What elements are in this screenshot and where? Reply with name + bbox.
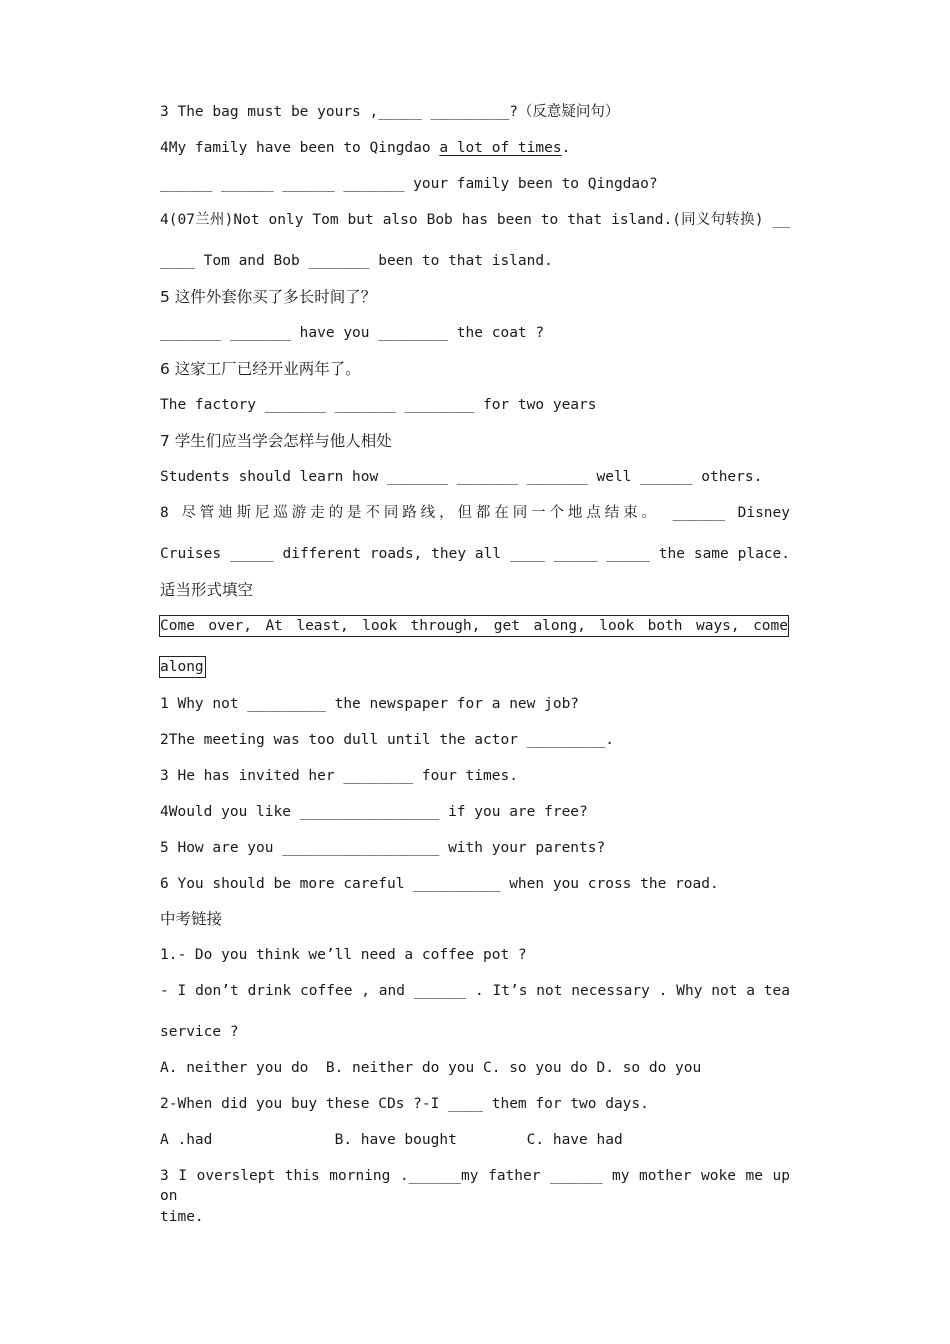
question-4a-underlined: a lot of times <box>439 140 562 156</box>
phrase-box-line2: along <box>159 656 206 678</box>
exam-question-1-line2: - I don’t drink coffee , and ______ . It’s not necessary . Why not a tea <box>160 983 790 999</box>
question-5-chinese: 5 这件外套你买了多长时间了？ <box>160 288 377 306</box>
fill-question-4: 4Would you like ________________ if you are free? <box>160 804 588 820</box>
exam-question-1-line3: service ? <box>160 1024 239 1040</box>
question-8-line2: Cruises _____ different roads, they all ____ _____ _____ the same place. <box>160 546 790 562</box>
fill-question-6: 6 You should be more careful __________ when you cross the road. <box>160 876 719 892</box>
question-4a <box>160 138 570 158</box>
exam-question-3-line1: 3 I overslept this morning .______my father ______ my mother woke me up on <box>160 1168 790 1204</box>
question-4b-line1: 4(07兰州)Not only Tom but also Bob has been to that island.(同义句转换) __ <box>160 212 790 228</box>
section-heading-fill-in: 适当形式填空 <box>160 581 254 599</box>
question-5-english: _______ _______ have you ________ the coat ? <box>160 325 545 341</box>
question-4a-suffix: . <box>561 140 571 156</box>
exam-question-2: 2-When did you buy these CDs ?-I ____ them for two days. <box>160 1096 649 1112</box>
question-6-chinese: 6 这家工厂已经开业两年了。 <box>160 360 361 378</box>
exam-question-2-options: A .had B. have bought C. have had <box>160 1132 623 1148</box>
question-7-english: Students should learn how _______ _______ _______ well ______ others. <box>160 469 763 485</box>
question-4b-line2: ____ Tom and Bob _______ been to that island. <box>160 253 553 269</box>
question-8-line1: 8 尽管迪斯尼巡游走的是不同路线，但都在同一个地点结束。 ______ Disney <box>160 505 790 521</box>
question-4a-prefix: 4My family have been to Qingdao <box>160 140 440 156</box>
fill-question-2: 2The meeting was too dull until the actor _________. <box>160 732 614 748</box>
question-7-chinese: 7 学生们应当学会怎样与他人相处 <box>160 432 392 450</box>
exam-question-1-options: A. neither you do B. neither do you C. so you do D. so do you <box>160 1060 702 1076</box>
section-heading-exam-link: 中考链接 <box>160 910 223 928</box>
fill-question-3: 3 He has invited her ________ four times. <box>160 768 518 784</box>
fill-question-1: 1 Why not _________ the newspaper for a new job? <box>160 696 580 712</box>
question-6-english: The factory _______ _______ ________ for two years <box>160 397 597 413</box>
fill-question-5: 5 How are you __________________ with your parents? <box>160 840 606 856</box>
exam-question-1-line1: 1.- Do you think we’ll need a coffee pot ? <box>160 947 527 963</box>
question-4a-answer: ______ ______ ______ _______ your family been to Qingdao? <box>160 176 658 192</box>
exam-question-3-line2: time. <box>160 1209 204 1225</box>
phrase-box-line1: Come over, At least, look through, get along, look both ways, come <box>159 615 789 637</box>
question-3-tag: 3 The bag must be yours ,_____ _________?（反意疑问句） <box>160 104 620 120</box>
